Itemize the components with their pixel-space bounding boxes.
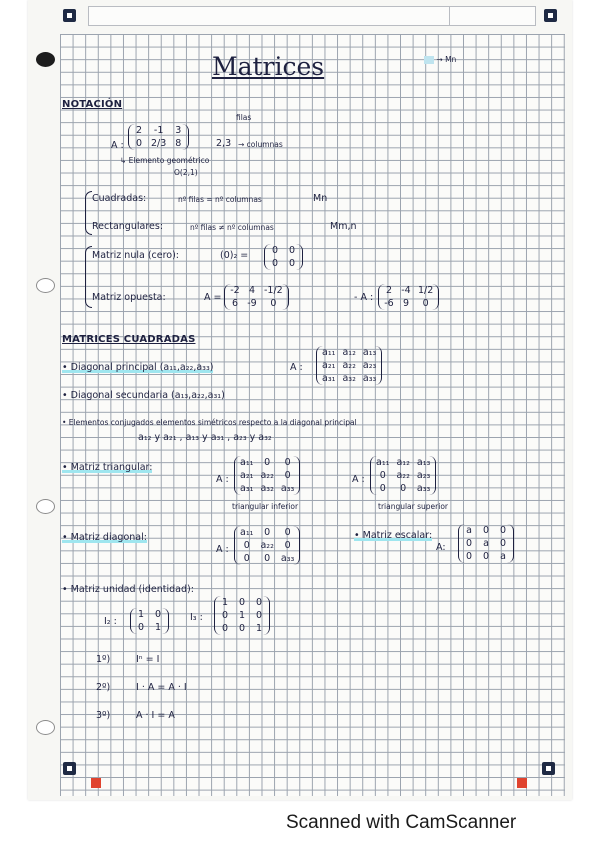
diagonal-principal-item: • Diagonal principal (a₁₁,a₂₂,a₃₃) <box>62 362 214 373</box>
matrix-cell: a₃₃ <box>362 373 377 384</box>
matrix-a <box>224 284 289 310</box>
matrix-cell: a₂₃ <box>362 360 377 371</box>
prop3-number: 3º) <box>96 710 111 721</box>
corner-marker-icon <box>63 9 76 22</box>
matrix-negative-a <box>378 284 439 310</box>
unidad-item: • Matriz unidad (identidad): <box>62 584 194 595</box>
tri-sup-caption: triangular superior <box>378 502 448 511</box>
identity-2-matrix <box>130 608 169 634</box>
matrix-cell: 1 <box>221 597 229 608</box>
matrix-cell: 3 <box>175 125 182 136</box>
matrix-cell: 0 <box>238 597 246 608</box>
matrix-cell: a₁₁ <box>240 457 254 468</box>
matrix-cell: -6 <box>384 298 394 309</box>
escalar-item: • Matriz escalar: <box>354 530 433 541</box>
matrix-cell: a₁₁ <box>376 457 390 468</box>
scalar-matrix <box>458 524 514 563</box>
corner-marker-icon <box>544 9 557 22</box>
types-brace <box>85 191 92 235</box>
prop1-number: 1º) <box>96 654 111 665</box>
diagonal-secundaria-item: • Diagonal secundaria (a₁₃,a₂₂,a₃₁) <box>62 390 225 401</box>
matrix-cell: 0 <box>499 525 507 536</box>
notation-matrix <box>128 124 189 150</box>
element-position: O(2,1) <box>174 168 198 177</box>
matrix-cell: 8 <box>175 138 182 149</box>
punch-hole-icon <box>36 499 55 514</box>
triangular-item: • Matriz triangular: <box>62 462 153 473</box>
esc-label: A: <box>436 542 446 553</box>
matrix-cell: 0 <box>482 551 490 562</box>
red-marker-icon <box>91 778 101 788</box>
matrix-cell: 0 <box>465 538 473 549</box>
matrix-cell: 0 <box>243 553 250 564</box>
matrix-cell: a₃₂ <box>260 483 274 494</box>
matrix-cell: 0 <box>255 610 263 621</box>
matrix-cell: 9 <box>402 298 410 309</box>
filas-note: filas <box>236 113 252 122</box>
prop3-text: A · I = A <box>136 710 175 721</box>
matrix-cell: 0 <box>238 623 246 634</box>
columnas-note: → columnas <box>238 140 283 149</box>
matrix-cell: 0 <box>271 258 279 269</box>
page-title: Matrices <box>212 52 325 81</box>
matrix-cell: 0 <box>243 540 250 551</box>
matrix-cell: 1 <box>255 623 263 634</box>
matrix-cell: -9 <box>247 298 257 309</box>
matrix-cell: 0 <box>465 551 473 562</box>
matrix-a-label: A : <box>290 362 303 373</box>
matrix-cell: a₂₂ <box>260 470 274 481</box>
matrix-cell: a₁₂ <box>342 347 356 358</box>
matrix-cell: a₂₂ <box>260 540 274 551</box>
matrix-cell: 0 <box>264 553 271 564</box>
prop1-text: Iⁿ = I <box>136 654 160 665</box>
punch-hole-icon <box>36 720 55 735</box>
upper-triangular-matrix <box>370 456 436 495</box>
diagonal-matrix <box>234 526 300 565</box>
opuesta-neg-label: - A : <box>354 292 374 303</box>
matrix-cell: 0 <box>255 597 263 608</box>
matrix-cell: 0 <box>422 298 429 309</box>
type-cuadradas-rule: nº filas = nº columnas <box>178 195 262 204</box>
header-strip <box>88 6 536 26</box>
matrix-cell: a₂₂ <box>396 470 410 481</box>
matrix-cell: 0 <box>135 138 143 149</box>
section-heading-cuadradas: MATRICES CUADRADAS <box>62 334 196 345</box>
prop2-text: I · A = A · I <box>136 682 187 693</box>
matrix-label: A : <box>111 140 124 151</box>
matrix-cell: a₃₃ <box>280 483 295 494</box>
matrix-cell: a₃₁ <box>240 483 254 494</box>
matrix-cell: a₂₂ <box>342 360 356 371</box>
matrix-cell: 0 <box>288 258 296 269</box>
matrix-cell: 0 <box>221 610 229 621</box>
tri-inf-label: A : <box>216 474 229 485</box>
element-note: ↳ Elemento geométrico <box>120 156 210 165</box>
matrix-cell: a₁₃ <box>416 457 431 468</box>
diagonal-item: • Matriz diagonal: <box>62 532 147 543</box>
matrix-cell: 1 <box>154 622 162 633</box>
matrix-cell: 0 <box>284 457 291 468</box>
matrix-cell: a <box>500 551 506 562</box>
matrix-cell: a₂₁ <box>322 360 336 371</box>
conjugados-item: • Elementos conjugados elementos simétricos respecto a la diagonal principal <box>62 418 357 427</box>
matrix-cell: 0 <box>271 245 279 256</box>
matrix-cell: 2/3 <box>151 138 167 149</box>
section-heading-notacion: NOTACIÓN <box>62 99 123 110</box>
lower-triangular-matrix <box>234 456 300 495</box>
diag-label: A : <box>216 544 229 555</box>
corner-marker-icon <box>63 762 76 775</box>
matrix-cell: a₃₃ <box>280 553 295 564</box>
matrix-cell: -2 <box>230 285 240 296</box>
matrix-cell: 0 <box>284 540 291 551</box>
matrix-cell: 0 <box>154 609 162 620</box>
matrix-cell: a₁₁ <box>240 527 254 538</box>
matrix-cell: 0 <box>482 525 490 536</box>
corner-note: → Mn <box>424 55 456 64</box>
type-rect-rule: nº filas ≠ nº columnas <box>190 223 274 232</box>
matrix-cell: 4 <box>248 285 256 296</box>
matrix-cell: a₃₃ <box>416 483 431 494</box>
matrix-cell: -4 <box>401 285 411 296</box>
matrix-cell: 0 <box>379 483 386 494</box>
prop2-number: 2º) <box>96 682 111 693</box>
matrix-cell: 1 <box>137 609 145 620</box>
highlight-swatch-icon <box>424 56 434 64</box>
arrow-icon: → <box>436 55 443 64</box>
matrix-cell: 0 <box>288 245 296 256</box>
matrix-cell: -1 <box>153 125 164 136</box>
matrix-cell: 0 <box>284 470 291 481</box>
matrix-cell: -1/2 <box>264 285 283 296</box>
type-rect-symbol: Mm,n <box>330 221 357 232</box>
matrix-cell: 0 <box>400 483 407 494</box>
matrix-cell: 0 <box>284 527 291 538</box>
matrix-cell: a₂₃ <box>416 470 431 481</box>
matrix-cell: 2 <box>385 285 393 296</box>
corner-marker-icon <box>542 762 555 775</box>
tri-inf-caption: triangular inferior <box>232 502 299 511</box>
matrix-cell: a₁₂ <box>396 457 410 468</box>
matrix-cell: 1/2 <box>418 285 434 296</box>
special-brace <box>85 246 92 308</box>
matrix-cell: a <box>466 525 472 536</box>
i2-label: I₂ : <box>104 616 117 627</box>
i3-label: I₃ : <box>190 612 203 623</box>
matrix-cell: a₂₁ <box>240 470 254 481</box>
matrix-cell: 1 <box>238 610 246 621</box>
matriz-opuesta-label: Matriz opuesta: <box>92 292 166 303</box>
matrix-cell: a₃₂ <box>342 373 356 384</box>
matriz-nula-expr: (0)₂ = <box>220 250 249 261</box>
type-cuadradas-symbol: Mn <box>313 193 328 204</box>
matrix-cell: a <box>483 538 489 549</box>
opuesta-a-label: A = <box>204 292 222 303</box>
scanner-footer: Scanned with CamScanner <box>286 812 517 833</box>
matrix-cell: 0 <box>221 623 229 634</box>
matrix-cell: 0 <box>270 298 277 309</box>
matrix-cell: 0 <box>264 527 271 538</box>
tri-sup-label: A : <box>352 474 365 485</box>
matrix-cell: 0 <box>137 622 145 633</box>
matrix-cell: 2 <box>135 125 143 136</box>
conjugados-pairs: a₁₂ y a₂₁ , a₁₃ y a₃₁ , a₂₃ y a₃₂ <box>138 432 272 443</box>
matrix-cell: 0 <box>379 470 386 481</box>
matrix-cell: 0 <box>499 538 507 549</box>
matrix-cell: a₃₁ <box>322 373 336 384</box>
type-cuadradas: Cuadradas: <box>92 193 147 204</box>
matriz-nula-label: Matriz nula (cero): <box>92 250 180 261</box>
matrix-cell: 0 <box>264 457 271 468</box>
general-square-matrix <box>316 346 382 385</box>
null-matrix <box>264 244 303 270</box>
punch-hole-icon <box>36 278 55 293</box>
punch-hole-icon <box>36 52 55 67</box>
identity-3-matrix <box>214 596 270 635</box>
matrix-cell: a₁₃ <box>362 347 377 358</box>
red-marker-icon <box>517 778 527 788</box>
size-label: 2,3 <box>216 138 232 149</box>
matrix-cell: a₁₁ <box>322 347 336 358</box>
matrix-cell: 6 <box>231 298 239 309</box>
type-rectangulares: Rectangulares: <box>92 221 164 232</box>
